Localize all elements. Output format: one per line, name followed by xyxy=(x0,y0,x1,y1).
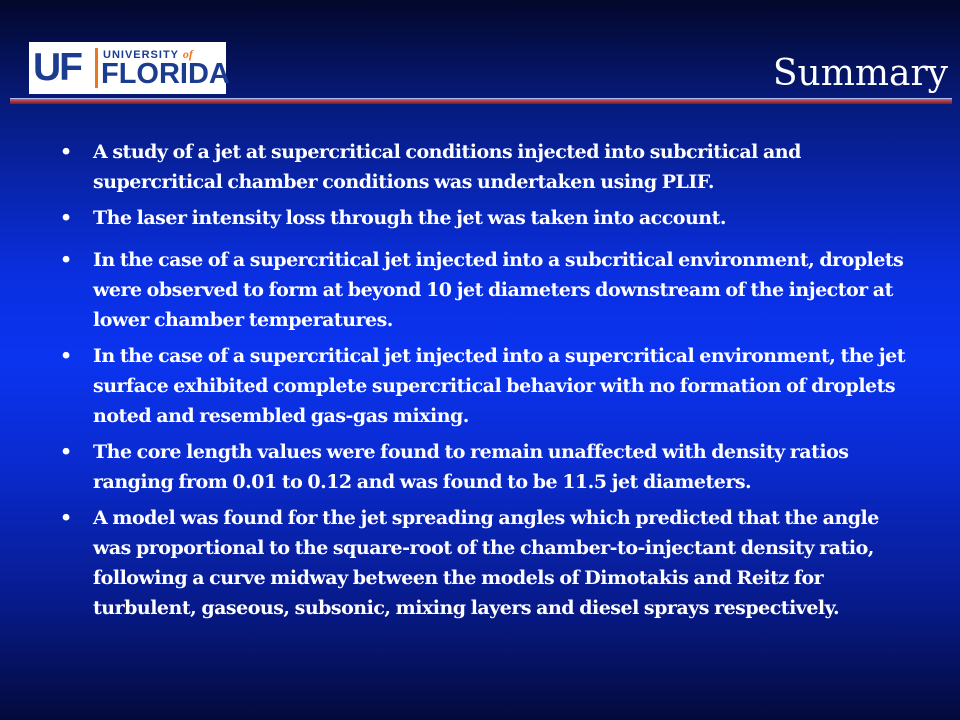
bullet-item xyxy=(58,341,918,431)
logo-uf-monogram: UF xyxy=(33,46,81,89)
slide-title: Summary xyxy=(772,53,948,94)
bullet-item xyxy=(58,245,918,335)
bullet-text: In the case of a supercritical jet injected into a subcritical environment, droplets were observed to form at beyond 10 jet diameters downstream of the injector at lower chamber temperatures. xyxy=(93,249,904,331)
bullet-glyph: • xyxy=(60,441,72,463)
bullet-text: The laser intensity loss through the jet was taken into account. xyxy=(93,207,726,229)
logo-of-word: of xyxy=(182,47,193,61)
bullet-text: A study of a jet at supercritical conditions injected into subcritical and supercritical chamber conditions was undertaken using PLIF. xyxy=(93,141,801,193)
bullet-glyph: • xyxy=(60,249,72,271)
bullet-item xyxy=(58,437,918,497)
bullet-text: A model was found for the jet spreading angles which predicted that the angle was proportional to the square-root of the chamber-to-injectant density ratio, following a curve midway between the models of Dimotakis and Reitz for turbulent, gaseous, subsonic, mixing layers and diesel sprays respectively. xyxy=(93,507,879,619)
logo-florida-text: FLORIDA xyxy=(101,58,230,90)
title-underline xyxy=(10,98,952,104)
summary-bullet-list xyxy=(58,137,918,629)
bullet-glyph: • xyxy=(60,207,72,229)
logo-divider xyxy=(95,48,98,88)
bullet-text: In the case of a supercritical jet injected into a supercritical environment, the jet surface exhibited complete supercritical behavior with no formation of droplets noted and resembled gas-gas mixing. xyxy=(93,345,905,427)
bullet-glyph: • xyxy=(60,141,72,163)
bullet-glyph: • xyxy=(60,507,72,529)
logo-university-word: UNIVERSITY xyxy=(103,49,179,61)
bullet-glyph: • xyxy=(60,345,72,367)
bullet-text: The core length values were found to remain unaffected with density ratios ranging from 0.01 to 0.12 and was found to be 11.5 jet diameters. xyxy=(93,441,849,493)
bullet-item xyxy=(58,503,918,623)
bullet-item xyxy=(58,137,918,197)
bullet-item xyxy=(58,203,918,233)
university-of-florida-logo xyxy=(29,42,230,94)
